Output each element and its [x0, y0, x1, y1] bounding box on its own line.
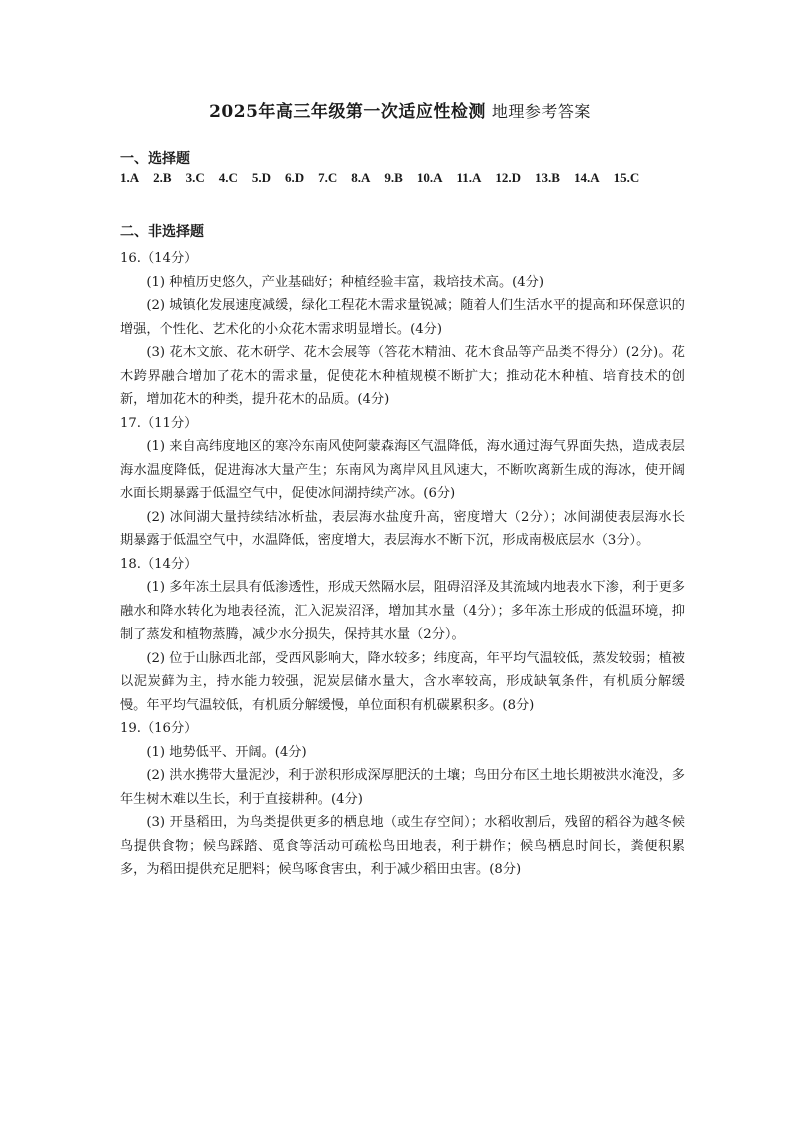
- nonchoice-answers: [120, 247, 685, 882]
- q16-header: 16.（14分）: [120, 251, 198, 266]
- q19-part3: (3) 开垦稻田，为鸟类提供更多的栖息地（或生存空间）；水稻收割后，残留的稻谷为越冬候鸟提供食物；候鸟踩踏、觅食等活动可疏松鸟田地表，利于耕作；候鸟栖息时间长，粪便积累多，为稻田提供充足肥料；候鸟啄食害虫，利于减少稻田虫害。(8分): [120, 815, 685, 877]
- q18-part2: (2) 位于山脉西北部，受西风影响大，降水较多；纬度高，年平均气温较低，蒸发较弱；植被以泥炭藓为主，持水能力较强，泥炭层储水量大，含水率较高，形成缺氧条件，有机质分解缓慢。年平均气温较低，有机质分解缓慢，单位面积有机碳累积多。(8分): [120, 650, 685, 713]
- q16-part2: (2) 城镇化发展速度减缓，绿化工程花木需求量锐减；随着人们生活水平的提高和环保意识的增强，个性化、艺术化的小众花木需求明显增长。(4分): [120, 298, 685, 337]
- answer-item: 5.D: [251, 170, 271, 185]
- answer-item: 12.D: [495, 170, 522, 185]
- q18-header: 18.（14分）: [120, 556, 198, 572]
- answer-item: 9.B: [384, 170, 403, 185]
- answer-item: 8.A: [351, 170, 371, 185]
- answer-item: 15.C: [613, 170, 640, 185]
- answer-item: 3.C: [185, 170, 205, 185]
- section-choice-heading: 一、选择题: [120, 151, 190, 167]
- title-subject: 地理参考答案: [491, 102, 591, 121]
- answer-item: 1.A: [120, 170, 140, 185]
- page-title: [0, 97, 800, 122]
- q17-header: 17.（11分）: [120, 415, 198, 431]
- q17-part1: (1) 来自高纬度地区的寒冷东南风使阿蒙森海区气温降低，海水通过海气界面失热，造成表层海水温度降低，促进海冰大量产生；东南风为离岸风且风速大，不断吹离新生成的海冰，使开阔水面长期暴露于低温空气中，促使冰间湖持续产冰。(6分): [120, 439, 685, 501]
- q16-part3: (3) 花木文旅、花木研学、花木会展等（答花木精油、花木食品等产品类不得分）(2分)。花木跨界融合增加了花木的需求量，促使花木种植规模不断扩大；推动花木种植、培育技术的创新，增加花木的种类，提升花木的品质。(4分): [120, 345, 685, 407]
- section-nonchoice-heading: 二、非选择题: [120, 224, 204, 240]
- choice-answers: [120, 170, 653, 186]
- answer-item: 11.A: [456, 170, 482, 185]
- q17-part2: (2) 冰间湖大量持续结冰析盐，表层海水盐度升高，密度增大（2分）；冰间湖使表层海水长期暴露于低温空气中，水温降低，密度增大，表层海水不断下沉，形成南极底层水（3分）。: [120, 509, 685, 548]
- answer-item: 14.A: [573, 170, 600, 185]
- q19-part1: (1) 地势低平、开阔。(4分): [146, 744, 307, 760]
- q19-header: 19.（16分）: [120, 721, 198, 736]
- answer-item: 13.B: [535, 170, 560, 185]
- q16-part1: (1) 种植历史悠久，产业基础好；种植经验丰富，栽培技术高。(4分): [146, 274, 545, 290]
- q18-part1: (1) 多年冻土层具有低渗透性，形成天然隔水层，阻碍沼泽及其流域内地表水下渗，利于更多融水和降水转化为地表径流，汇入泥炭沼泽，增加其水量（4分）；多年冻土形成的低温环境，抑制了蒸发和植物蒸腾，减少水分损失，保持其水量（2分）。: [120, 580, 685, 642]
- answer-item: 6.D: [284, 170, 305, 185]
- answer-item: 2.B: [153, 170, 172, 185]
- answer-item: 4.C: [218, 170, 238, 185]
- title-main: 2025年高三年级第一次适应性检测: [209, 102, 486, 122]
- answer-item: 7.C: [318, 170, 338, 185]
- answer-item: 10.A: [416, 170, 443, 185]
- q19-part2: (2) 洪水携带大量泥沙，利于淤积形成深厚肥沃的土壤；鸟田分布区土地长期被洪水淹没，多年生树木难以生长，利于直接耕种。(4分): [120, 768, 685, 807]
